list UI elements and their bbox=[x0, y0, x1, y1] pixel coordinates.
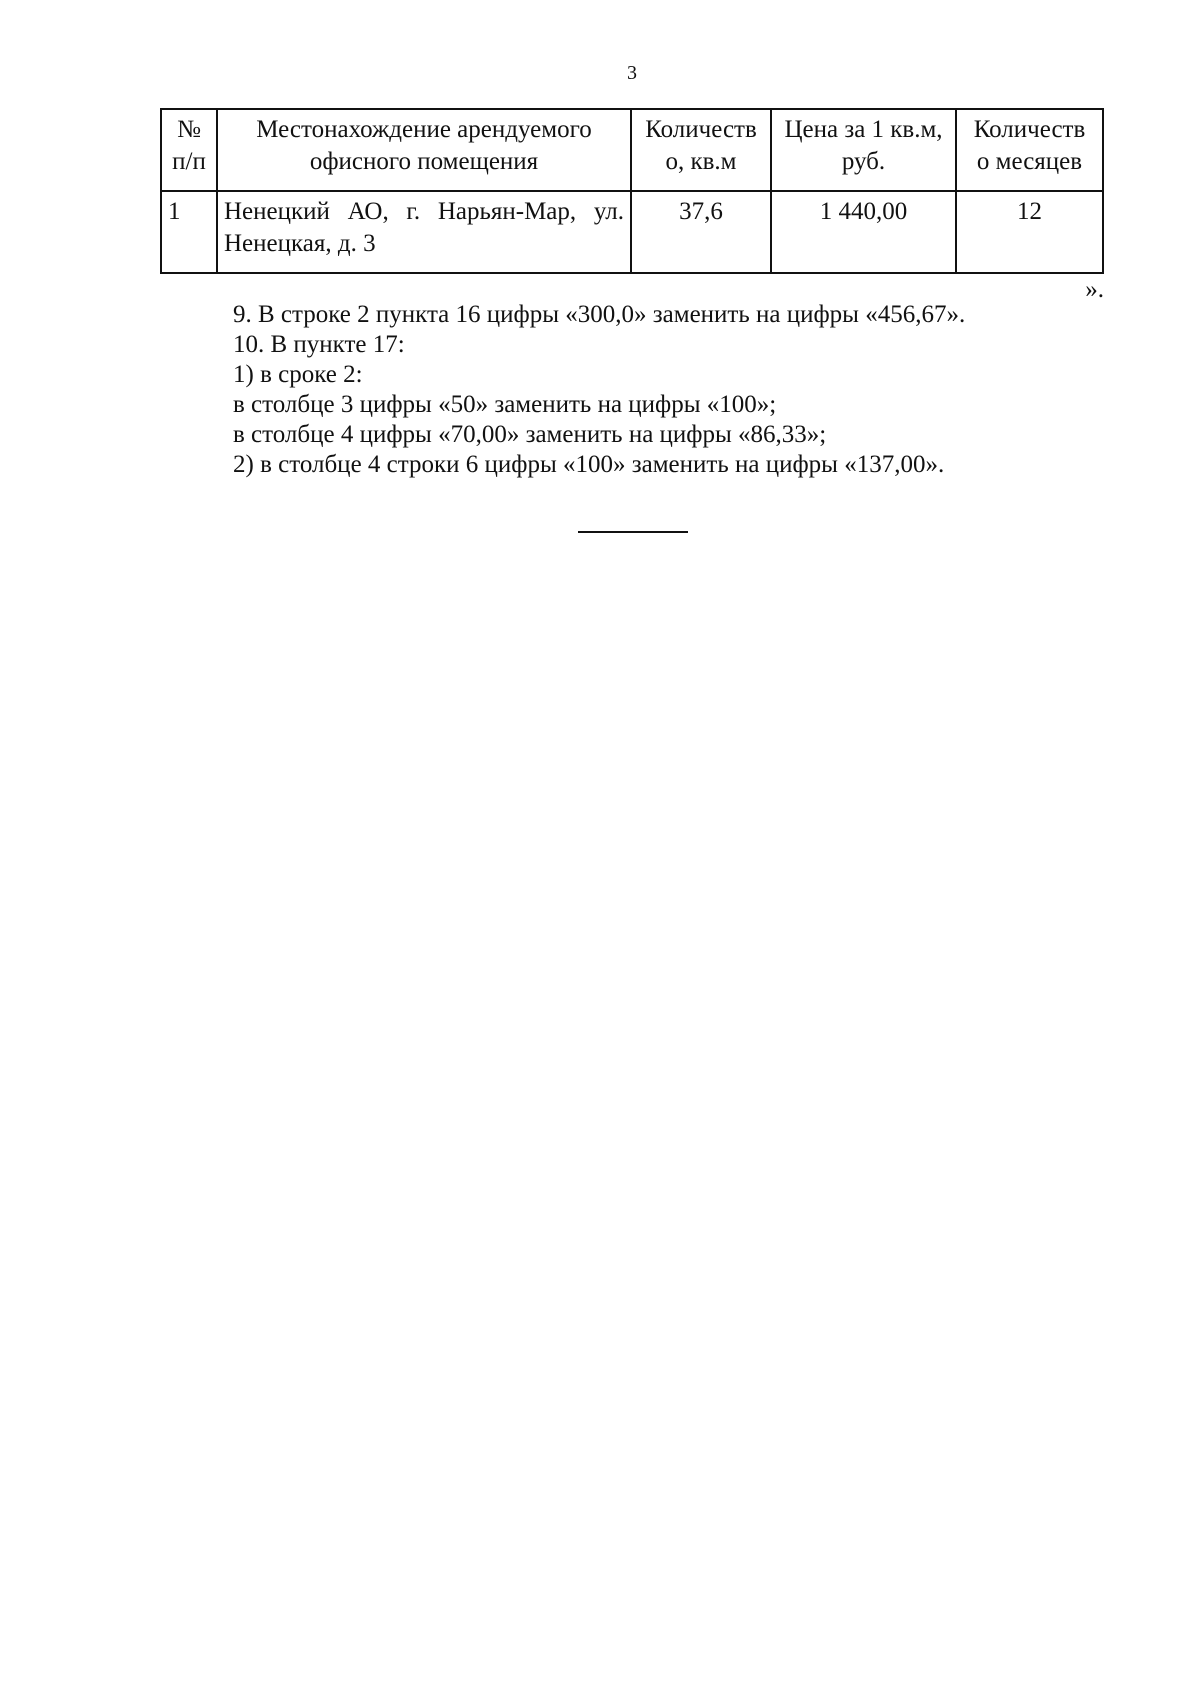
amendment-line: 10. В пункте 17: bbox=[233, 331, 405, 358]
cell-price: 1 440,00 bbox=[771, 191, 956, 273]
header-cell-area: Количеств о, кв.м bbox=[631, 109, 771, 191]
end-of-document-rule bbox=[578, 531, 688, 533]
amendment-line: в столбце 4 цифры «70,00» заменить на цифры «86,33»; bbox=[233, 421, 827, 448]
amendment-line: 9. В строке 2 пункта 16 цифры «300,0» заменить на цифры «456,67». bbox=[233, 301, 966, 328]
page-number: 3 bbox=[627, 62, 637, 84]
header-cell-months: Количеств о месяцев bbox=[956, 109, 1103, 191]
closing-quote: ». bbox=[1085, 276, 1104, 303]
header-cell-price: Цена за 1 кв.м, руб. bbox=[771, 109, 956, 191]
rent-table bbox=[160, 108, 1104, 274]
header-cell-location: Местонахождение арендуемого офисного помещения bbox=[217, 109, 631, 191]
cell-address: Ненецкий АО, г. Нарьян-Мар, ул. Ненецкая, д. 3 bbox=[217, 191, 631, 273]
cell-number: 1 bbox=[161, 191, 217, 273]
cell-area: 37,6 bbox=[631, 191, 771, 273]
cell-months: 12 bbox=[956, 191, 1103, 273]
table-row bbox=[161, 191, 1103, 273]
amendment-line: в столбце 3 цифры «50» заменить на цифры «100»; bbox=[233, 391, 777, 418]
header-cell-number: № п/п bbox=[161, 109, 217, 191]
amendment-line: 1) в сроке 2: bbox=[233, 361, 363, 388]
amendment-line: 2) в столбце 4 строки 6 цифры «100» заменить на цифры «137,00». bbox=[233, 451, 945, 478]
amendments-text bbox=[233, 300, 965, 480]
table-header-row bbox=[161, 109, 1103, 191]
